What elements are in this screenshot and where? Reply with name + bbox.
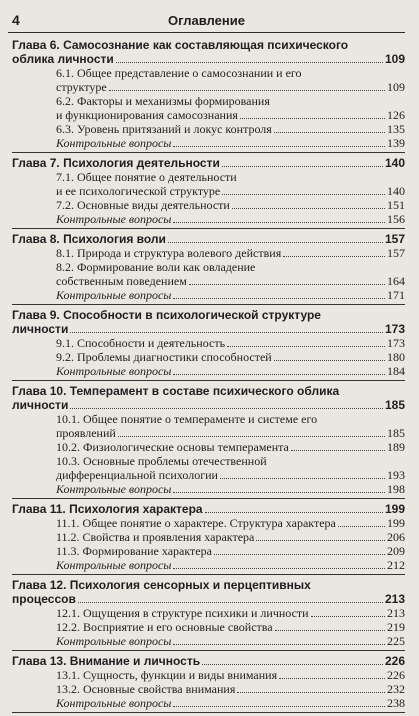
chapter-page-number: 185 [384,398,405,412]
chapter-title-row [12,654,405,668]
dot-leader [205,512,383,513]
dot-leader [173,492,385,493]
section-page-number: 135 [387,122,405,136]
section-title: 9.2. Проблемы диагностики способностей [56,350,272,364]
section-title: 12.2. Восприятие и его основные свойства [56,620,273,634]
section-page-number: 206 [387,530,405,544]
section-title: собственным поведением [56,274,187,288]
chapter-title: облика личности [12,52,114,66]
review-questions-row [12,634,405,648]
section-page-number: 184 [387,364,405,378]
dot-leader [202,664,383,665]
section-title: Контрольные вопросы [56,634,172,648]
chapter-title: процессов [12,592,76,606]
section-row [12,80,405,94]
section-page-number: 139 [387,136,405,150]
dot-leader [118,436,385,437]
section-row [12,426,405,440]
chapter-title-row [12,232,405,246]
review-questions-row [12,212,405,226]
section-page-number: 171 [387,288,405,302]
section-page-number: 193 [387,468,405,482]
review-questions-row [12,558,405,572]
section-page-number: 157 [387,246,405,260]
section-row [12,198,405,212]
chapter-title-line: Глава 6. Самосознание как составляющая психического [12,38,349,52]
toc-chapter [12,654,405,713]
dot-leader [227,346,385,347]
toc-chapter [12,232,405,305]
toc-chapter [12,502,405,575]
chapter-page-number: 140 [384,156,405,170]
section-page-number: 232 [387,682,405,696]
dot-leader [291,450,385,451]
section-title: 11.1. Общее понятие о характере. Структура характера [56,516,336,530]
section-page-number: 213 [387,606,405,620]
section-page-number: 189 [387,440,405,454]
section-title-line: 10.1. Общее понятие о темпераменте и системе его [56,412,318,426]
section-row [12,274,405,288]
dot-leader [283,256,385,257]
section-page-number: 109 [387,80,405,94]
page-number: 4 [12,12,20,28]
chapter-title-row [12,592,405,606]
section-page-number: 185 [387,426,405,440]
dot-leader [189,284,385,285]
dot-leader [78,602,383,603]
dot-leader [173,568,385,569]
section-title: 13.2. Основные свойства внимания [56,682,236,696]
dot-leader [109,90,385,91]
section-page-number: 226 [387,668,405,682]
section-title: дифференциальной психологии [56,468,218,482]
section-title: структуре [56,80,107,94]
dot-leader [237,692,385,693]
chapter-page-number: 199 [384,502,405,516]
dot-leader [116,62,383,63]
chapter-page-number: 213 [384,592,405,606]
dot-leader [70,332,383,333]
section-page-number: 198 [387,482,405,496]
section-row [12,440,405,454]
dot-leader [240,118,385,119]
chapter-title: Глава 8. Психология воли [12,232,166,246]
review-questions-row [12,696,405,710]
chapter-title-line: Глава 9. Способности в психологической структуре [12,308,321,322]
section-title: Контрольные вопросы [56,288,172,302]
chapter-page-number: 109 [384,52,405,66]
chapter-title-row [12,52,405,66]
section-title: 12.1. Ощущения в структуре психики и личности [56,606,309,620]
section-row [12,544,405,558]
section-title: и функционирования самосознания [56,108,238,122]
table-of-contents [12,38,405,716]
section-row [12,468,405,482]
chapter-title: Глава 13. Внимание и личность [12,654,201,668]
section-title: 9.1. Способности и деятельность [56,336,226,350]
page-header [8,8,405,33]
section-title-line: 6.1. Общее представление о самосознании и его [56,66,302,80]
dot-leader [214,554,385,555]
review-questions-row [12,288,405,302]
section-page-number: 225 [387,634,405,648]
chapter-title-line: Глава 10. Темперамент в составе психического облика [12,384,340,398]
chapter-title-row [12,398,405,412]
section-title: 6.3. Уровень притязаний и локус контроля [56,122,272,136]
toc-chapter [12,578,405,651]
section-page-number: 209 [387,544,405,558]
running-title: Оглавление [168,13,245,28]
dot-leader [168,242,383,243]
dot-leader [274,360,385,361]
chapter-title-row [12,502,405,516]
section-page-number: 151 [387,198,405,212]
section-title: 8.1. Природа и структура волевого действия [56,246,282,260]
section-title: 10.2. Физиологические основы темперамента [56,440,289,454]
section-row [12,350,405,364]
section-row [12,184,405,198]
dot-leader [275,630,385,631]
section-title: 11.3. Формирование характера [56,544,212,558]
chapter-title: личности [12,322,69,336]
section-title: 13.1. Сущность, функции и виды внимания [56,668,278,682]
review-questions-row [12,482,405,496]
dot-leader [220,478,385,479]
section-page-number: 199 [387,516,405,530]
dot-leader [173,706,385,707]
dot-leader [70,408,383,409]
toc-chapter [12,384,405,499]
chapter-title-row [12,322,405,336]
toc-chapter [12,38,405,153]
toc-chapter [12,308,405,381]
chapter-title: Глава 7. Психология деятельности [12,156,220,170]
section-page-number: 164 [387,274,405,288]
section-title: Контрольные вопросы [56,364,172,378]
chapter-title-row [12,156,405,170]
section-title: Контрольные вопросы [56,558,172,572]
dot-leader [173,146,385,147]
section-title: Контрольные вопросы [56,212,172,226]
section-title: и ее психологической структуре [56,184,221,198]
section-title: Контрольные вопросы [56,696,172,710]
section-row [12,246,405,260]
section-title: проявлений [56,426,116,440]
dot-leader [173,222,385,223]
section-page-number: 212 [387,558,405,572]
section-title: 7.2. Основные виды деятельности [56,198,230,212]
section-page-number: 156 [387,212,405,226]
section-row [12,606,405,620]
section-title: Контрольные вопросы [56,136,172,150]
section-page-number: 180 [387,350,405,364]
dot-leader [173,374,385,375]
section-title-line: 10.3. Основные проблемы отечественной [56,454,267,468]
dot-leader [222,194,385,195]
chapter-page-number: 226 [384,654,405,668]
chapter-title: Глава 11. Психология характера [12,502,203,516]
chapter-title-line: Глава 12. Психология сенсорных и перцептивных [12,578,311,592]
dot-leader [274,132,385,133]
section-page-number: 140 [387,184,405,198]
section-title: 11.2. Свойства и проявления характера [56,530,255,544]
section-row [12,122,405,136]
review-questions-row [12,136,405,150]
section-title-line: 7.1. Общее понятие о деятельности [56,170,237,184]
dot-leader [222,166,383,167]
section-page-number: 126 [387,108,405,122]
review-questions-row [12,364,405,378]
dot-leader [279,678,385,679]
section-row [12,682,405,696]
dot-leader [232,208,385,209]
section-page-number: 238 [387,696,405,710]
chapter-page-number: 173 [384,322,405,336]
section-page-number: 173 [387,336,405,350]
section-row [12,668,405,682]
dot-leader [256,540,385,541]
section-title-line: 8.2. Формирование воли как овладение [56,260,256,274]
section-row [12,620,405,634]
dot-leader [173,298,385,299]
section-title: Контрольные вопросы [56,482,172,496]
section-row [12,530,405,544]
chapter-title: личности [12,398,69,412]
dot-leader [338,526,385,527]
section-row [12,336,405,350]
toc-chapter [12,156,405,229]
section-title-line: 6.2. Факторы и механизмы формирования [56,94,270,108]
dot-leader [311,616,385,617]
section-row [12,516,405,530]
section-row [12,108,405,122]
dot-leader [173,644,385,645]
section-page-number: 219 [387,620,405,634]
chapter-page-number: 157 [384,232,405,246]
